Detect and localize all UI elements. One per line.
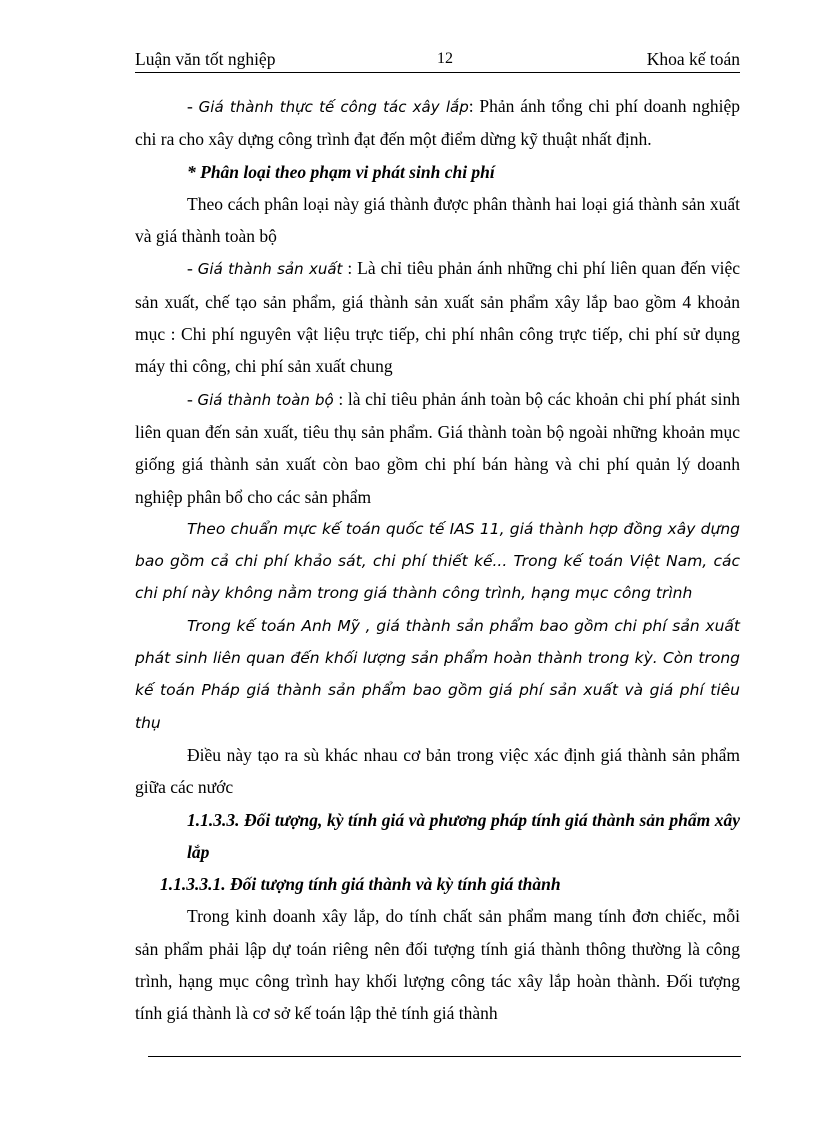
paragraph-anglo-french: Trong kế toán Anh Mỹ , giá thành sản phẩm bao gồm chi phí sản xuất phát sinh liên quan đến khối lượng sản phẩm hoàn thành trong kỳ. Còn trong kế toán Pháp giá thành sản phẩm bao gồm giá phí sản xuất và giá phí tiêu thụ [135, 616, 740, 732]
bullet-dash: - [187, 388, 198, 409]
paragraph-full-cost [135, 383, 740, 513]
term-actual-cost: Giá thành thực tế công tác xây lắp [198, 98, 469, 116]
bullet-dash: - [187, 96, 199, 116]
term-production-cost: Giá thành sản xuất [197, 260, 343, 279]
full-cost-text: : là chỉ tiêu phản ánh toàn bộ các khoản chi phí phát sinh liên quan đến sản xuất, tiêu thụ sản phẩm. Giá thành toàn bộ ngoài những khoản mục giống giá thành sản xuất còn bao gồm chi phí bán hàng và chi phí quản lý doanh nghiệp phân bổ cho các sản phẩm [135, 388, 740, 507]
paragraph-production-cost [135, 252, 740, 382]
bullet-dash: - [187, 258, 198, 279]
production-cost-text: : Là chỉ tiêu phản ánh những chi phí liên quan đến việc sản xuất, chế tạo sản phẩm, giá thành sản xuất sản phẩm xây lắp bao gồm 4 khoản mục : Chi phí nguyên vật liệu trực tiếp, chi phí nhân công trực tiếp, chi phí sử dụng máy thi công, chi phí sản xuất chung [135, 258, 741, 377]
header-department-label: Khoa kế toán [646, 49, 740, 69]
heading-section-1-1-3-3: 1.1.3.3. Đối tượng, kỳ tính giá và phương pháp tính giá thành sản phẩm xây lắp [187, 809, 740, 862]
document-body [135, 90, 740, 1030]
actual-cost-text: : Phản ánh tổng chi phí doanh nghiệp chi ra cho xây dựng công trình đạt đến một điểm dừng kỹ thuật nhất định. [135, 96, 740, 150]
paragraph-classification-intro: Theo cách phân loại này giá thành được phân thành hai loại giá thành sản xuất và giá thành toàn bộ [135, 193, 740, 247]
heading-section-1-1-3-3-1: 1.1.3.3.1. Đối tượng tính giá thành và kỳ tính giá thành [160, 874, 561, 895]
heading-scope-classification: * Phân loại theo phạm vi phát sinh chi phí [187, 161, 495, 182]
paragraph-ias11: Theo chuẩn mực kế toán quốc tế IAS 11, giá thành hợp đồng xây dựng bao gồm cả chi phí khảo sát, chi phí thiết kế... Trong kế toán Việt Nam, các chi phí này không nằm trong giá thành công trình, hạng mục công trình [135, 519, 740, 603]
paragraph-actual-cost [135, 90, 740, 156]
page-number: 12 [437, 50, 453, 67]
term-full-cost: Giá thành toàn bộ [197, 390, 334, 409]
page-header [135, 46, 740, 73]
paragraph-costing-object: Trong kinh doanh xây lắp, do tính chất sản phẩm mang tính đơn chiếc, mỗi sản phẩm phải lập dự toán riêng nên đối tượng tính giá thành thông thường là công trình, hạng mục công trình hay khối lượng công tác xây lắp hoàn thành. Đối tượng tính giá thành là cơ sở kế toán lập thẻ tính giá thành [135, 906, 740, 1024]
footer-divider [148, 1056, 741, 1057]
paragraph-differences: Điều này tạo ra sù khác nhau cơ bản trong việc xác định giá thành sản phẩm giữa các nước [135, 744, 740, 798]
header-thesis-label: Luận văn tốt nghiệp [135, 49, 276, 69]
